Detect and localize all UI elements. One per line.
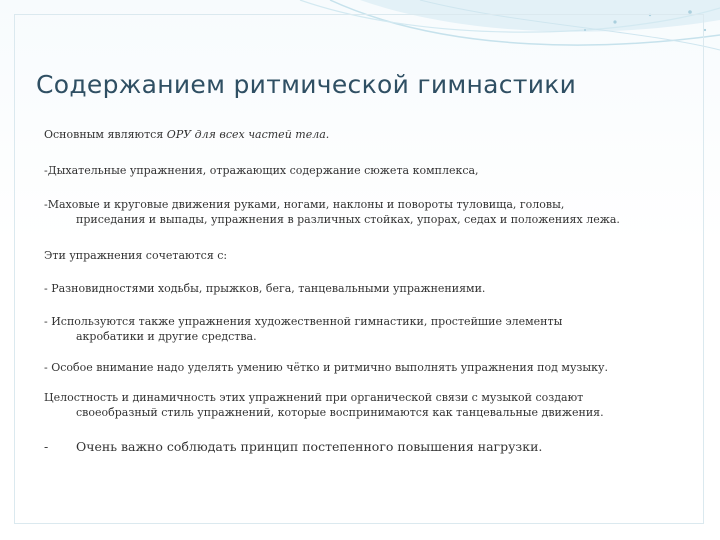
paragraph-swing-movements [44,197,676,227]
paragraph-gradual-load-dash: - [44,439,49,454]
paragraph-gradual-load-text: Очень важно соблюдать принцип постепенного повышения нагрузки. [76,439,543,454]
paragraph-music-rhythm: - Особое внимание надо уделять умению чётко и ритмично выполнять упражнения под музыку. [44,361,609,374]
paragraph-main-focus-lead: Основным являются [44,128,167,141]
paragraph-integrity [44,390,676,420]
paragraph-walking-variants: - Разновидностями ходьбы, прыжков, бега, танцевальными упражнениями. [44,282,486,295]
paragraph-gymnastics-elements-line1: - Используются также упражнения художественной гимнастики, простейшие элементы [44,315,563,328]
paragraph-breathing-exercises: -Дыхательные упражнения, отражающих содержание сюжета комплекса, [44,164,479,177]
paragraph-gymnastics-elements-line2: акробатики и другие средства. [76,330,257,343]
slide-title: Содержанием ритмической гимнастики [36,70,577,99]
paragraph-main-focus-emphasis: ОРУ для всех частей тела. [166,128,330,141]
paragraph-integrity-line2: своеобразный стиль упражнений, которые воспринимаются как танцевальные движения. [76,406,604,419]
paragraph-gradual-load [44,439,676,454]
paragraph-main-focus [44,127,676,142]
paragraph-integrity-line1: Целостность и динамичность этих упражнений при органической связи с музыкой создают [44,391,584,404]
paragraph-combined-with: Эти упражнения сочетаются с: [44,249,228,262]
paragraph-swing-movements-line1: -Маховые и круговые движения руками, ногами, наклоны и повороты туловища, головы, [44,198,565,211]
paragraph-gymnastics-elements [44,314,676,344]
paragraph-swing-movements-line2: приседания и выпады, упражнения в различных стойках, упорах, седах и положениях лежа. [76,213,620,226]
